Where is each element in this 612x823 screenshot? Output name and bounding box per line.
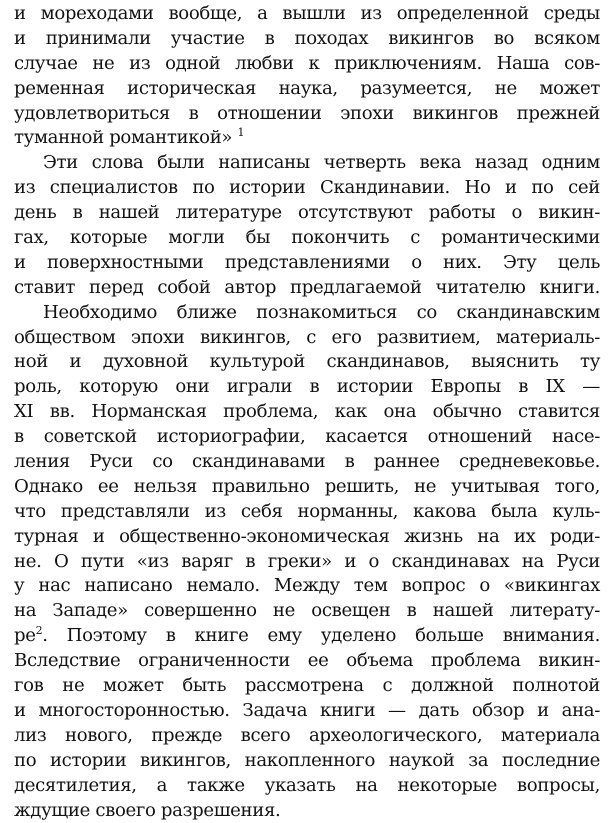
text-line: по истории викингов, накопленного наукой за последние [14,749,600,774]
text-line: роль, которую они играли в истории Европы в IX — [14,375,600,400]
text-line: ременная историческая наука, разумеется, не может [14,77,600,102]
text-line: на Западе» совершенно не освещен в нашей литерату- [14,599,600,624]
text-line: обществом эпохи викингов, с его развитием, материаль- [14,326,600,351]
text-line: что представляли из себя норманны, какова была куль- [14,500,600,525]
text-line: ставит перед собой автор предлагаемой читателю книги. [14,276,600,301]
text-line [14,126,600,151]
text-line: Вследствие ограниченности ее объема проблема викин- [14,649,600,674]
text-line: удовлетвориться в отношении эпохи викингов прежней [14,102,600,127]
text-line: Однако ее нельзя правильно решить, не учитывая того, [14,475,600,500]
text-line: день в нашей литературе отсутствуют работы о викин- [14,201,600,226]
footnote-marker-1: 1 [238,126,245,139]
text-line: и поверхностными представлениями о них. Эту цель [14,251,600,276]
text-line: из специалистов по истории Скандинавии. Но и по сей [14,176,600,201]
text-line: лиз нового, прежде всего археологического, материала [14,724,600,749]
book-page [14,2,600,823]
text-line: ной и духовной культурой скандинавов, выяснить ту [14,350,600,375]
footnote-marker-2: 2 [36,624,43,637]
paragraph-quote-end [14,2,600,151]
text-line: случае не из одной любви к приключениям. Наша сов- [14,52,600,77]
text-line: в советской историографии, касается отношений насе- [14,425,600,450]
paragraph-main [14,301,600,823]
text-line: у нас написано немало. Между тем вопрос о «викингах [14,574,600,599]
text-segment: . Поэтому в книге ему уделено больше внимания. [42,625,600,646]
text-line: XI вв. Норманская проблема, как она обычно ставится [14,400,600,425]
text-line: ждущие своего разрешения. [14,799,600,823]
text-line: и мореходами вообще, а вышли из определенной среды [14,2,600,27]
text-line: Эти слова были написаны четверть века назад одним [14,151,600,176]
text-line: десятилетия, а также указать на некоторые вопросы, [14,774,600,799]
text-line: не. О пути «из варяг в греки» и о скандинавах на Руси [14,550,600,575]
text-line: и многосторонностью. Задача книги — дать обзор и ана- [14,699,600,724]
text-segment: ре [14,625,36,646]
text-line: турная и общественно-экономическая жизнь на их роди- [14,525,600,550]
text-line [14,624,600,649]
text-line: и принимали участие в походах викингов во всяком [14,27,600,52]
text-line: гах, которые могли бы покончить с романтическими [14,226,600,251]
text-line: Необходимо ближе познакомиться со скандинавским [14,301,600,326]
text-line: гов не может быть рассмотрена с должной полнотой [14,674,600,699]
text-segment: туманной романтикой» [14,127,232,148]
text-line: ления Руси со скандинавами в раннее средневековье. [14,450,600,475]
paragraph-context [14,151,600,300]
